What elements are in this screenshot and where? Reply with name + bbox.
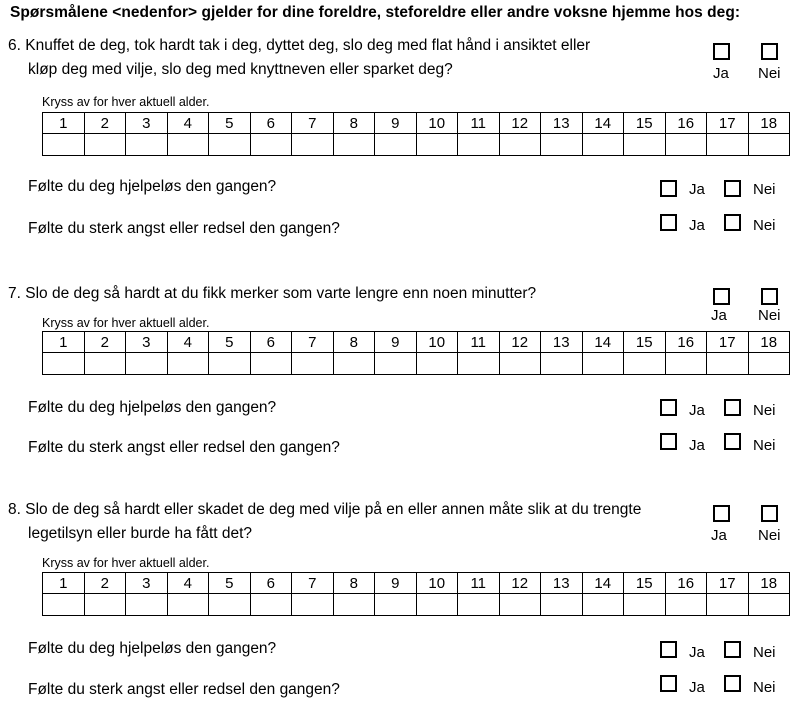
age-label-8: 8 xyxy=(333,113,375,134)
q6-kryss-instruction: Kryss av for hver aktuell alder. xyxy=(42,95,210,109)
age-label-10: 10 xyxy=(416,113,458,134)
question-6-text xyxy=(8,34,590,82)
age-label-1: 1 xyxy=(43,332,85,353)
q7-nei-label: Nei xyxy=(758,307,781,324)
q6-fear-nei-label: Nei xyxy=(753,217,776,234)
question-line-1: Knuffet de deg, tok hardt tak i deg, dyttet deg, slo deg med flat hånd i ansiktet eller xyxy=(25,37,591,54)
age-checkbox-cell-14[interactable] xyxy=(582,134,624,156)
age-label-12: 12 xyxy=(499,113,541,134)
age-label-18: 18 xyxy=(748,113,790,134)
age-checkbox-cell-9[interactable] xyxy=(375,134,417,156)
q8-fear-nei-label: Nei xyxy=(753,679,776,696)
age-label-14: 14 xyxy=(582,332,624,353)
question-7-text xyxy=(8,282,536,306)
age-label-13: 13 xyxy=(541,113,583,134)
q8-age-header-row xyxy=(43,573,790,594)
age-checkbox-cell-1[interactable] xyxy=(43,353,85,375)
q7-helpless-question: Følte du deg hjelpeløs den gangen? xyxy=(28,399,277,416)
age-checkbox-cell-12[interactable] xyxy=(499,134,541,156)
q7-fear-question: Følte du sterk angst eller redsel den gangen? xyxy=(28,439,340,456)
q7-fear-nei-checkbox[interactable] xyxy=(724,433,741,450)
age-checkbox-cell-4[interactable] xyxy=(167,594,209,616)
age-checkbox-cell-3[interactable] xyxy=(126,594,168,616)
age-checkbox-cell-2[interactable] xyxy=(84,134,126,156)
age-checkbox-cell-6[interactable] xyxy=(250,353,292,375)
q8-fear-question: Følte du sterk angst eller redsel den gangen? xyxy=(28,681,340,698)
age-checkbox-cell-11[interactable] xyxy=(458,134,500,156)
age-label-3: 3 xyxy=(126,332,168,353)
age-label-8: 8 xyxy=(333,573,375,594)
age-label-11: 11 xyxy=(458,113,500,134)
question-line-1: Slo de deg så hardt at du fikk merker som varte lengre enn noen minutter? xyxy=(25,285,537,302)
age-checkbox-cell-18[interactable] xyxy=(748,594,790,616)
age-label-13: 13 xyxy=(541,332,583,353)
q8-helpless-ja-checkbox[interactable] xyxy=(660,641,677,658)
age-checkbox-cell-4[interactable] xyxy=(167,353,209,375)
q7-nei-checkbox[interactable] xyxy=(761,288,778,305)
age-label-13: 13 xyxy=(541,573,583,594)
age-label-15: 15 xyxy=(624,573,666,594)
age-label-6: 6 xyxy=(250,332,292,353)
age-label-5: 5 xyxy=(209,113,251,134)
age-checkbox-cell-18[interactable] xyxy=(748,353,790,375)
age-checkbox-cell-1[interactable] xyxy=(43,134,85,156)
age-checkbox-cell-16[interactable] xyxy=(665,594,707,616)
age-checkbox-cell-18[interactable] xyxy=(748,134,790,156)
age-checkbox-cell-1[interactable] xyxy=(43,594,85,616)
age-checkbox-cell-9[interactable] xyxy=(375,353,417,375)
age-checkbox-cell-8[interactable] xyxy=(333,594,375,616)
q6-fear-ja-checkbox[interactable] xyxy=(660,214,677,231)
age-checkbox-cell-9[interactable] xyxy=(375,594,417,616)
age-label-17: 17 xyxy=(707,332,749,353)
age-label-17: 17 xyxy=(707,573,749,594)
age-label-4: 4 xyxy=(167,332,209,353)
q8-fear-nei-checkbox[interactable] xyxy=(724,675,741,692)
q8-age-check-row xyxy=(43,594,790,616)
q7-ja-label: Ja xyxy=(711,307,727,324)
age-label-9: 9 xyxy=(375,332,417,353)
age-label-18: 18 xyxy=(748,332,790,353)
age-label-16: 16 xyxy=(665,332,707,353)
age-checkbox-cell-13[interactable] xyxy=(541,353,583,375)
question-line-1: Slo de deg så hardt eller skadet de deg med vilje på en eller annen måte slik at du trengte xyxy=(25,501,642,518)
age-checkbox-cell-15[interactable] xyxy=(624,594,666,616)
q8-age-table xyxy=(42,572,790,616)
age-label-8: 8 xyxy=(333,332,375,353)
q6-fear-question: Følte du sterk angst eller redsel den gangen? xyxy=(28,220,340,237)
q6-ja-checkbox[interactable] xyxy=(713,43,730,60)
q6-helpless-question: Følte du deg hjelpeløs den gangen? xyxy=(28,178,277,195)
age-label-2: 2 xyxy=(84,113,126,134)
age-label-17: 17 xyxy=(707,113,749,134)
q8-kryss-instruction: Kryss av for hver aktuell alder. xyxy=(42,556,210,570)
q8-helpless-nei-checkbox[interactable] xyxy=(724,641,741,658)
age-checkbox-cell-8[interactable] xyxy=(333,134,375,156)
q7-helpless-ja-checkbox[interactable] xyxy=(660,399,677,416)
q6-helpless-ja-label: Ja xyxy=(689,181,705,198)
q6-fear-ja-label: Ja xyxy=(689,217,705,234)
age-label-1: 1 xyxy=(43,573,85,594)
age-label-1: 1 xyxy=(43,113,85,134)
age-checkbox-cell-3[interactable] xyxy=(126,353,168,375)
age-label-12: 12 xyxy=(499,332,541,353)
age-label-5: 5 xyxy=(209,332,251,353)
q8-helpless-nei-label: Nei xyxy=(753,644,776,661)
q6-helpless-nei-checkbox[interactable] xyxy=(724,180,741,197)
age-checkbox-cell-11[interactable] xyxy=(458,594,500,616)
age-checkbox-cell-13[interactable] xyxy=(541,594,583,616)
age-label-3: 3 xyxy=(126,113,168,134)
q6-fear-nei-checkbox[interactable] xyxy=(724,214,741,231)
age-label-7: 7 xyxy=(292,113,334,134)
age-checkbox-cell-17[interactable] xyxy=(707,134,749,156)
q7-age-check-row xyxy=(43,353,790,375)
question-number: 8. xyxy=(8,501,21,518)
age-label-10: 10 xyxy=(416,332,458,353)
age-checkbox-cell-16[interactable] xyxy=(665,353,707,375)
age-checkbox-cell-10[interactable] xyxy=(416,134,458,156)
q7-fear-nei-label: Nei xyxy=(753,437,776,454)
age-label-2: 2 xyxy=(84,573,126,594)
question-8-text xyxy=(8,498,641,546)
age-checkbox-cell-12[interactable] xyxy=(499,594,541,616)
age-label-11: 11 xyxy=(458,332,500,353)
age-checkbox-cell-6[interactable] xyxy=(250,134,292,156)
age-label-5: 5 xyxy=(209,573,251,594)
q8-fear-ja-checkbox[interactable] xyxy=(660,675,677,692)
age-label-6: 6 xyxy=(250,573,292,594)
age-checkbox-cell-2[interactable] xyxy=(84,353,126,375)
q6-age-check-row xyxy=(43,134,790,156)
age-label-14: 14 xyxy=(582,573,624,594)
q7-helpless-nei-checkbox[interactable] xyxy=(724,399,741,416)
age-label-7: 7 xyxy=(292,332,334,353)
q8-ja-label: Ja xyxy=(711,527,727,544)
age-checkbox-cell-5[interactable] xyxy=(209,353,251,375)
age-checkbox-cell-15[interactable] xyxy=(624,353,666,375)
q6-ja-label: Ja xyxy=(713,65,729,82)
q6-age-table xyxy=(42,112,790,156)
age-checkbox-cell-3[interactable] xyxy=(126,134,168,156)
age-label-15: 15 xyxy=(624,332,666,353)
q6-age-header-row xyxy=(43,113,790,134)
age-label-9: 9 xyxy=(375,573,417,594)
page-header: Spørsmålene <nedenfor> gjelder for dine foreldre, steforeldre eller andre voksne hjemme hos deg: xyxy=(10,4,741,21)
age-checkbox-cell-11[interactable] xyxy=(458,353,500,375)
question-number: 6. xyxy=(8,37,21,54)
age-checkbox-cell-5[interactable] xyxy=(209,134,251,156)
age-checkbox-cell-4[interactable] xyxy=(167,134,209,156)
question-line-2: legetilsyn eller burde ha fått det? xyxy=(28,525,253,542)
age-label-18: 18 xyxy=(748,573,790,594)
age-checkbox-cell-8[interactable] xyxy=(333,353,375,375)
q8-nei-label: Nei xyxy=(758,527,781,544)
age-checkbox-cell-10[interactable] xyxy=(416,353,458,375)
q8-helpless-question: Følte du deg hjelpeløs den gangen? xyxy=(28,640,277,657)
age-label-4: 4 xyxy=(167,573,209,594)
q6-nei-label: Nei xyxy=(758,65,781,82)
age-label-16: 16 xyxy=(665,573,707,594)
age-checkbox-cell-7[interactable] xyxy=(292,594,334,616)
q6-nei-checkbox[interactable] xyxy=(761,43,778,60)
q6-helpless-ja-checkbox[interactable] xyxy=(660,180,677,197)
q8-helpless-ja-label: Ja xyxy=(689,644,705,661)
age-checkbox-cell-16[interactable] xyxy=(665,134,707,156)
age-label-14: 14 xyxy=(582,113,624,134)
q8-ja-checkbox[interactable] xyxy=(713,505,730,522)
question-number: 7. xyxy=(8,285,21,302)
age-label-12: 12 xyxy=(499,573,541,594)
q7-ja-checkbox[interactable] xyxy=(713,288,730,305)
age-checkbox-cell-7[interactable] xyxy=(292,134,334,156)
q7-helpless-nei-label: Nei xyxy=(753,402,776,419)
q7-helpless-ja-label: Ja xyxy=(689,402,705,419)
age-checkbox-cell-17[interactable] xyxy=(707,353,749,375)
age-checkbox-cell-6[interactable] xyxy=(250,594,292,616)
q7-fear-ja-checkbox[interactable] xyxy=(660,433,677,450)
age-label-9: 9 xyxy=(375,113,417,134)
question-line-2: kløp deg med vilje, slo deg med knyttneven eller sparket deg? xyxy=(28,61,453,78)
age-label-16: 16 xyxy=(665,113,707,134)
age-checkbox-cell-2[interactable] xyxy=(84,594,126,616)
age-checkbox-cell-12[interactable] xyxy=(499,353,541,375)
age-label-7: 7 xyxy=(292,573,334,594)
age-label-2: 2 xyxy=(84,332,126,353)
q8-nei-checkbox[interactable] xyxy=(761,505,778,522)
age-label-15: 15 xyxy=(624,113,666,134)
q7-kryss-instruction: Kryss av for hver aktuell alder. xyxy=(42,316,210,330)
age-checkbox-cell-14[interactable] xyxy=(582,353,624,375)
age-checkbox-cell-5[interactable] xyxy=(209,594,251,616)
age-checkbox-cell-13[interactable] xyxy=(541,134,583,156)
age-checkbox-cell-14[interactable] xyxy=(582,594,624,616)
age-label-3: 3 xyxy=(126,573,168,594)
q6-helpless-nei-label: Nei xyxy=(753,181,776,198)
age-label-10: 10 xyxy=(416,573,458,594)
age-label-4: 4 xyxy=(167,113,209,134)
q7-age-table xyxy=(42,331,790,375)
age-checkbox-cell-7[interactable] xyxy=(292,353,334,375)
q8-fear-ja-label: Ja xyxy=(689,679,705,696)
age-label-6: 6 xyxy=(250,113,292,134)
q7-age-header-row xyxy=(43,332,790,353)
age-checkbox-cell-17[interactable] xyxy=(707,594,749,616)
q7-fear-ja-label: Ja xyxy=(689,437,705,454)
age-label-11: 11 xyxy=(458,573,500,594)
age-checkbox-cell-10[interactable] xyxy=(416,594,458,616)
age-checkbox-cell-15[interactable] xyxy=(624,134,666,156)
